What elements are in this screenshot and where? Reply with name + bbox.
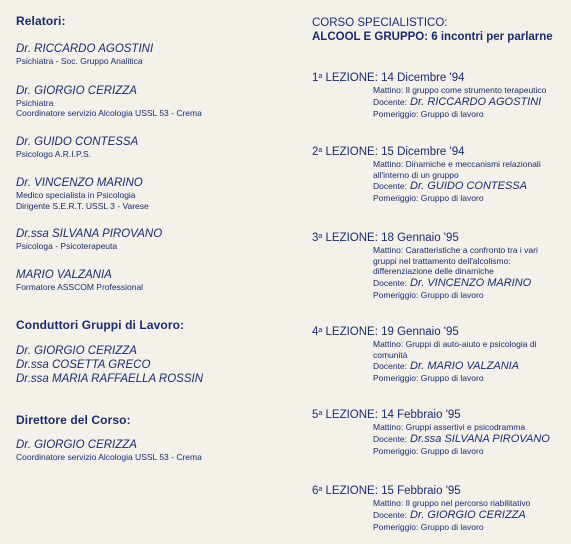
lesson-label: LEZIONE: — [325, 409, 378, 421]
lesson-date: 14 Dicembre '94 — [381, 72, 465, 84]
morning-topic: gruppi nel trattamento dell'alcolismo: — [373, 255, 511, 266]
lesson-details — [312, 85, 568, 119]
speaker — [16, 135, 286, 160]
teacher-row — [373, 180, 568, 193]
teacher-label: Docente: — [373, 433, 408, 444]
lesson-heading — [312, 325, 568, 339]
speaker — [16, 42, 286, 67]
speaker-role: Psichiatra - Soc. Gruppo Analitica — [16, 56, 143, 66]
teacher-row — [373, 360, 568, 373]
lesson-details — [312, 159, 568, 204]
lesson-date: 14 Febbraio '95 — [381, 409, 461, 421]
course-column — [312, 16, 568, 532]
teacher-name: Dr. GUIDO CONTESSA — [410, 180, 527, 192]
morning-topic: Mattino: Gruppi di auto-aiuto e psicologia di — [373, 339, 537, 349]
speaker-role: Formatore ASSCOM Professional — [16, 281, 144, 292]
teacher-name: Dr. GIORGIO CERIZZA — [410, 508, 526, 521]
director-role: Coordinatore servizio Alcologia USSL 53 - Crema — [16, 452, 202, 462]
lesson-ordinal: a — [318, 233, 323, 240]
conduttori-heading: Conduttori Gruppi di Lavoro: — [16, 318, 185, 332]
lesson-label: LEZIONE: — [325, 72, 378, 84]
speaker-name: Dr. GIORGIO CERIZZA — [16, 84, 137, 97]
afternoon-topic: Pomeriggio: Gruppo di lavoro — [373, 521, 484, 532]
lesson-number: 4 — [312, 326, 319, 338]
lesson-number: 6 — [312, 485, 319, 497]
lesson-label: LEZIONE: — [325, 485, 378, 497]
lesson-heading — [312, 231, 568, 245]
teacher-row — [373, 277, 568, 290]
morning-topic: Mattino: Gruppi assertivi e psicodramma — [373, 422, 526, 432]
lesson-ordinal: a — [318, 486, 323, 493]
conductor-name: Dr.ssa MARIA RAFFAELLA ROSSIN — [16, 373, 204, 385]
lesson-number: 3 — [312, 232, 319, 244]
lesson-details — [312, 245, 568, 300]
lesson-date: 15 Febbraio '95 — [381, 485, 461, 497]
lesson-1 — [312, 71, 568, 119]
speakers-column — [16, 14, 286, 463]
conductor-name: Dr. GIORGIO CERIZZA — [16, 345, 137, 357]
lesson-heading — [312, 71, 568, 85]
speaker-name: Dr. GUIDO CONTESSA — [16, 135, 139, 148]
lesson-number: 5 — [312, 409, 319, 421]
lesson-details — [312, 422, 568, 456]
afternoon-topic: Pomeriggio: Gruppo di lavoro — [373, 289, 484, 300]
afternoon-topic: Pomeriggio: Gruppo di lavoro — [373, 193, 484, 203]
lesson-ordinal: a — [318, 410, 323, 417]
morning-topic: Mattino: Il gruppo nel percorso riabilitativo — [373, 498, 531, 508]
conductor-list — [16, 344, 286, 386]
teacher-row — [373, 96, 568, 109]
teacher-label: Docente: — [373, 181, 408, 191]
lesson-ordinal: a — [318, 327, 323, 334]
speaker-role: Psicologo A.R.I.P.S. — [16, 148, 91, 159]
teacher-row — [373, 509, 568, 522]
speaker — [16, 84, 286, 119]
teacher-name: Dr. RICCARDO AGOSTINI — [410, 95, 542, 108]
speaker-name: Dr.ssa SILVANA PIROVANO — [16, 228, 163, 240]
lesson-date: 19 Gennaio '95 — [381, 326, 459, 338]
speaker-list — [16, 42, 286, 292]
lesson-ordinal: a — [318, 147, 323, 154]
lesson-heading — [312, 408, 568, 422]
morning-topic: Mattino: Dinamiche e meccanismi relazionali — [373, 159, 541, 169]
lesson-6 — [312, 484, 568, 532]
director — [16, 438, 286, 463]
lesson-date: 15 Dicembre '94 — [381, 146, 465, 158]
speaker-name: MARIO VALZANIA — [16, 268, 112, 281]
teacher-label: Docente: — [373, 509, 408, 520]
speaker — [16, 176, 286, 211]
teacher-name: Dr.ssa SILVANA PIROVANO — [410, 432, 550, 445]
relatori-heading: Relatori: — [16, 14, 66, 28]
teacher-name: Dr. MARIO VALZANIA — [410, 360, 520, 372]
speaker-role: Coordinatore servizio Alcologia USSL 53 - Crema — [16, 108, 202, 118]
lesson-label: LEZIONE: — [325, 232, 378, 244]
speaker — [16, 268, 286, 293]
speaker-role: Medico specialista in Psicologia — [16, 190, 136, 200]
conductor-name: Dr.ssa COSETTA GRECO — [16, 359, 151, 371]
speaker-role: Psicologa - Psicoterapeuta — [16, 241, 118, 251]
speaker-name: Dr. RICCARDO AGOSTINI — [16, 43, 154, 55]
course-kicker: CORSO SPECIALISTICO: — [312, 17, 448, 29]
teacher-row — [373, 433, 568, 446]
lesson-4 — [312, 325, 568, 384]
lesson-heading — [312, 145, 568, 159]
lesson-number: 2 — [312, 146, 319, 158]
afternoon-topic: Pomeriggio: Gruppo di lavoro — [373, 445, 484, 456]
lesson-label: LEZIONE: — [325, 326, 378, 338]
lesson-3 — [312, 231, 568, 300]
morning-topic: all'interno di un gruppo — [373, 169, 459, 180]
lesson-details — [312, 339, 568, 384]
morning-topic: Mattino: Caratteristiche a confronto tra i vari — [373, 245, 538, 255]
lesson-number: 1 — [312, 72, 319, 84]
teacher-label: Docente: — [373, 96, 408, 107]
lesson-date: 18 Gennaio '95 — [381, 232, 459, 244]
lesson-label: LEZIONE: — [325, 146, 378, 158]
afternoon-topic: Pomeriggio: Gruppo di lavoro — [373, 373, 484, 383]
morning-topic: comunità — [373, 349, 408, 360]
morning-topic: Mattino: Il gruppo come strumento terapeutico — [373, 85, 547, 95]
director-name: Dr. GIORGIO CERIZZA — [16, 439, 137, 451]
speaker-role: Dirigente S.E.R.T. USSL 3 - Varese — [16, 200, 149, 211]
direttore-heading: Direttore del Corso: — [16, 413, 131, 427]
teacher-name: Dr. VINCENZO MARINO — [410, 276, 532, 289]
speaker — [16, 227, 286, 252]
morning-topic: differenziazione delle dinamiche — [373, 266, 494, 276]
lesson-2 — [312, 145, 568, 204]
lesson-details — [312, 498, 568, 532]
speaker-role: Psichiatra — [16, 97, 54, 108]
speaker-name: Dr. VINCENZO MARINO — [16, 177, 143, 189]
lesson-ordinal: a — [318, 73, 323, 80]
lesson-heading — [312, 484, 568, 498]
lesson-5 — [312, 408, 568, 456]
course-title: ALCOOL E GRUPPO: 6 incontri per parlarne — [312, 31, 553, 43]
afternoon-topic: Pomeriggio: Gruppo di lavoro — [373, 108, 484, 119]
teacher-label: Docente: — [373, 361, 408, 371]
teacher-label: Docente: — [373, 277, 408, 288]
